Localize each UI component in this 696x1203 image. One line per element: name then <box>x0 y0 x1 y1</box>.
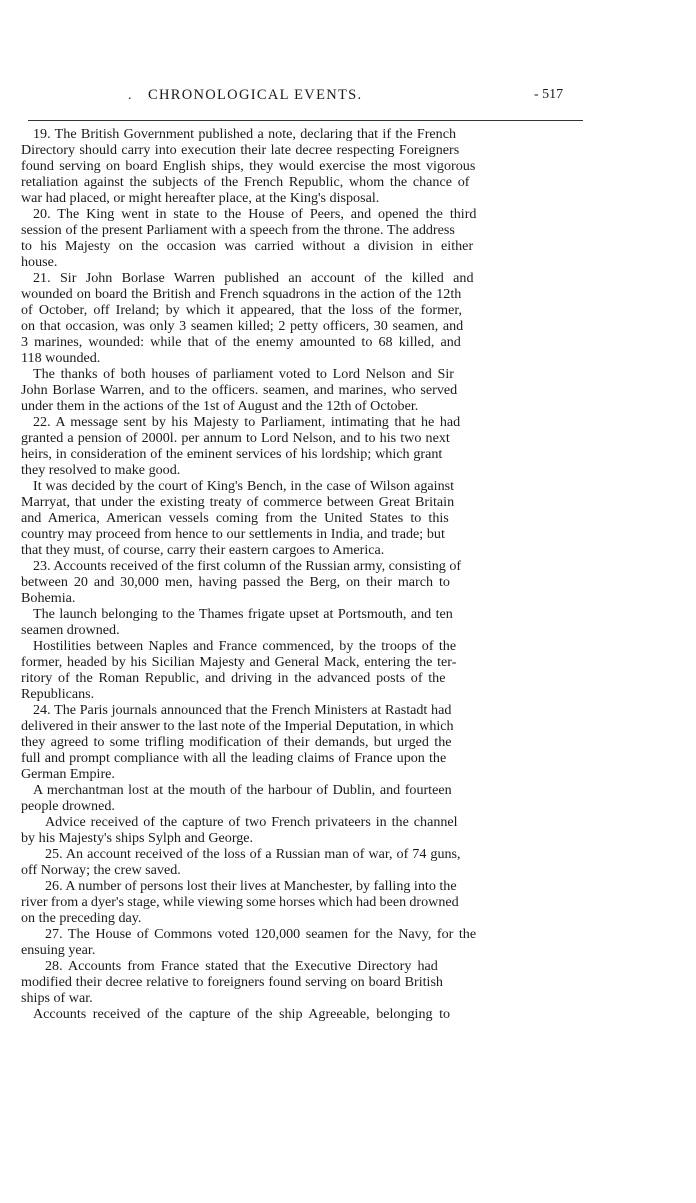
text-line: Bohemia. <box>21 590 76 606</box>
text-line: John Borlase Warren, and to the officers. seamen, and marines, who served <box>21 382 458 398</box>
text-line: people drowned. <box>21 798 115 814</box>
text-line: full and prompt compliance with all the leading claims of France upon the <box>21 750 447 766</box>
text-line: found serving on board English ships, they would exercise the most vigorous <box>21 158 476 174</box>
text-line: house. <box>21 254 58 270</box>
text-line: war had placed, or might hereafter place, at the King's disposal. <box>21 190 380 206</box>
text-line: 3 marines, wounded: while that of the enemy amounted to 68 killed, and <box>21 334 461 350</box>
text-line: former, headed by his Sicilian Majesty and General Mack, entering the ter- <box>21 654 457 670</box>
text-line: 26. A number of persons lost their lives at Manchester, by falling into the <box>45 878 457 894</box>
text-line: between 20 and 30,000 men, having passed the Berg, on their march to <box>21 574 450 590</box>
text-line: 118 wounded. <box>21 350 101 366</box>
text-line: Republicans. <box>21 686 95 702</box>
text-line: wounded on board the British and French squadrons in the action of the 12th <box>21 286 462 302</box>
text-line: to his Majesty on the occasion was carried without a division in either <box>21 238 474 254</box>
text-line: seamen drowned. <box>21 622 120 638</box>
text-line: modified their decree relative to foreigners found serving on board British <box>21 974 443 990</box>
running-head <box>28 86 608 110</box>
text-line: 19. The British Government published a note, declaring that if the French <box>33 126 457 142</box>
text-line: 20. The King went in state to the House of Peers, and opened the third <box>33 206 477 222</box>
text-line: session of the present Parliament with a speech from the throne. The address <box>21 222 455 238</box>
text-line: 22. A message sent by his Majesty to Parliament, intimating that he had <box>33 414 461 430</box>
header-rule <box>28 120 583 121</box>
text-line: Directory should carry into execution their late decree respecting Foreigners <box>21 142 460 158</box>
text-line: German Empire. <box>21 766 115 782</box>
text-line: granted a pension of 2000l. per annum to Lord Nelson, and to his two next <box>21 430 450 446</box>
text-line: heirs, in consideration of the eminent services of his lordship; which grant <box>21 446 443 462</box>
header-dot: . <box>128 88 132 103</box>
text-line: A merchantman lost at the mouth of the harbour of Dublin, and fourteen <box>33 782 452 798</box>
text-line: country may proceed from hence to our settlements in India, and trade; but <box>21 526 445 542</box>
text-line: It was decided by the court of King's Bench, in the case of Wilson against <box>33 478 455 494</box>
text-line: they resolved to make good. <box>21 462 181 478</box>
text-line: 24. The Paris journals announced that the French Ministers at Rastadt had <box>33 702 452 718</box>
text-line: ships of war. <box>21 990 93 1006</box>
text-line: 21. Sir John Borlase Warren published an account of the killed and <box>33 270 474 286</box>
text-line: they agreed to some trifling modification of their demands, but urged the <box>21 734 452 750</box>
text-line: and America, American vessels coming from the United States to this <box>21 510 449 526</box>
text-line: Accounts received of the capture of the ship Agreeable, belonging to <box>33 1006 451 1022</box>
text-line: Marryat, that under the existing treaty of commerce between Great Britain <box>21 494 455 510</box>
text-line: Advice received of the capture of two French privateers in the channel <box>45 814 458 830</box>
text-line: 28. Accounts from France stated that the Executive Directory had <box>45 958 438 974</box>
text-line: that they must, of course, carry their eastern cargoes to America. <box>21 542 385 558</box>
text-line: of October, off Ireland; by which it appeared, that the loss of the former, <box>21 302 462 318</box>
text-line: The launch belonging to the Thames frigate upset at Portsmouth, and ten <box>33 606 453 622</box>
text-line: delivered in their answer to the last note of the Imperial Deputation, in which <box>21 718 454 734</box>
text-line: on the preceding day. <box>21 910 142 926</box>
text-line: river from a dyer's stage, while viewing some horses which had been drowned <box>21 894 459 910</box>
text-line: ensuing year. <box>21 942 96 958</box>
text-line: by his Majesty's ships Sylph and George. <box>21 830 254 846</box>
text-line: on that occasion, was only 3 seamen killed; 2 petty officers, 30 seamen, and <box>21 318 464 334</box>
page-number: - 517 <box>534 87 564 102</box>
text-line: under them in the actions of the 1st of August and the 12th of October. <box>21 398 419 414</box>
text-line: Hostilities between Naples and France commenced, by the troops of the <box>33 638 457 654</box>
text-line: 25. An account received of the loss of a Russian man of war, of 74 guns, <box>45 846 461 862</box>
text-line: retaliation against the subjects of the French Republic, whom the chance of <box>21 174 470 190</box>
text-line: The thanks of both houses of parliament voted to Lord Nelson and Sir <box>33 366 454 382</box>
text-line: 23. Accounts received of the first column of the Russian army, consisting of <box>33 558 462 574</box>
text-line: 27. The House of Commons voted 120,000 seamen for the Navy, for the <box>45 926 477 942</box>
running-title: CHRONOLOGICAL EVENTS. <box>148 87 363 103</box>
text-line: ritory of the Roman Republic, and driving in the advanced posts of the <box>21 670 446 686</box>
text-line: off Norway; the crew saved. <box>21 862 181 878</box>
